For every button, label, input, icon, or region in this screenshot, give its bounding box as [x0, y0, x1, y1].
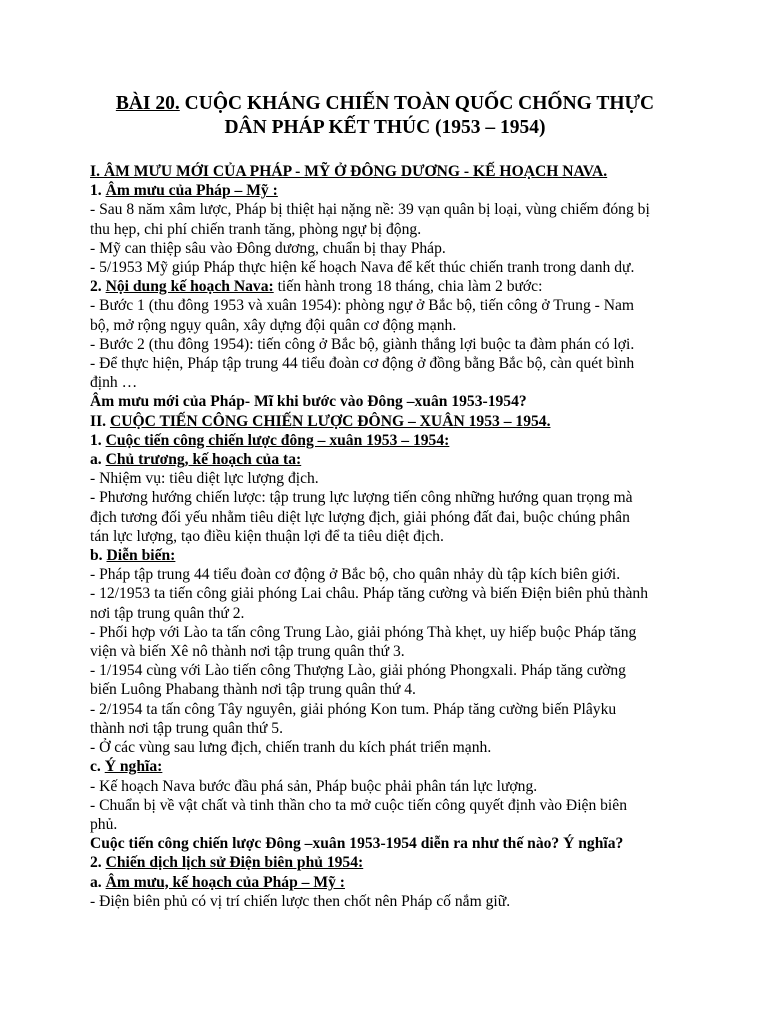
paragraph-line: - Bước 1 (thu đông 1953 và xuân 1954): phòng ngự ở Bắc bộ, tiến công ở Trung - Nam: [90, 297, 635, 315]
sub-number: 2.: [90, 278, 106, 296]
paragraph-line: thu hẹp, chi phí chiến tranh tăng, phòng ngự bị động.: [90, 220, 422, 238]
paragraph-line: - Phối hợp với Lào ta tấn công Trung Lào, giải phóng Thà khẹt, uy hiếp buộc Pháp tăng: [90, 623, 637, 641]
paragraph-line: - 2/1954 ta tấn công Tây nguyên, giải phóng Kon tum. Pháp tăng cường biến Plâyku: [90, 700, 617, 718]
sub-text: tiến hành trong 18 tháng, chia làm 2 bước:: [273, 278, 543, 296]
sub-title: Âm mưu của Pháp – Mỹ :: [105, 182, 278, 200]
paragraph-line: - Pháp tập trung 44 tiểu đoàn cơ động ở Bắc bộ, cho quân nhảy dù tập kích biên giới.: [90, 566, 621, 584]
section-1-sub-2: [90, 277, 680, 296]
paragraph-line: - Bước 2 (thu đông 1954): tiến công ở Bắc bộ, giành thắng lợi buộc ta đàm phán có lợi.: [90, 335, 635, 353]
paragraph-line: - Kế hoạch Nava bước đầu phá sản, Pháp buộc phải phân tán lực lượng.: [90, 777, 538, 795]
sub-title: Chủ trương, kế hoạch của ta:: [105, 451, 302, 469]
sub-title: Diễn biến:: [106, 547, 176, 565]
title-line-2: DÂN PHÁP KẾT THÚC (1953 – 1954): [224, 117, 546, 138]
sub-letter: a.: [90, 451, 106, 469]
sub-title: Chiến dịch lịch sử Điện biên phủ 1954:: [105, 854, 364, 872]
paragraph-line: - Để thực hiện, Pháp tập trung 44 tiểu đoàn cơ động ở đồng bằng Bắc bộ, càn quét bình: [90, 355, 635, 373]
sub-letter: c.: [90, 758, 105, 776]
paragraph-line: định …: [90, 374, 138, 392]
heading-text: CUỘC TIẾN CÔNG CHIẾN LƯỢC ĐÔNG – XUÂN 1953 – 1954.: [109, 412, 551, 430]
page-title: [90, 92, 680, 140]
section-2-sub-c: [90, 757, 680, 776]
lesson-number: BÀI 20.: [115, 93, 180, 114]
sub-number: 2.: [90, 854, 106, 872]
title-text-1: CUỘC KHÁNG CHIẾN TOÀN QUỐC CHỐNG THỰC: [179, 93, 655, 114]
paragraph-line: nơi tập trung quân thứ 2.: [90, 604, 245, 622]
sub-letter: a.: [90, 873, 106, 891]
sub-title: Ý nghĩa:: [104, 758, 163, 776]
paragraph-line: - 12/1953 ta tiến công giải phóng Lai châu. Pháp tăng cường và biến Điện biên phủ thành: [90, 585, 649, 603]
section-2-sub-a2: [90, 873, 680, 892]
paragraph-line: - Nhiệm vụ: tiêu diệt lực lượng địch.: [90, 470, 319, 488]
sub-number: 1.: [90, 431, 106, 449]
paragraph-line: phủ.: [90, 815, 118, 833]
title-line-1: [90, 92, 680, 116]
paragraph-line: địch tương đối yếu nhằm tiêu diệt lực lượng địch, giải phóng đất đai, buộc chúng phân: [90, 508, 630, 526]
paragraph-line: - Sau 8 năm xâm lược, Pháp bị thiệt hại nặng nề: 39 vạn quân bị loại, vùng chiếm đóng bị: [90, 201, 650, 219]
section-2-sub-1: [90, 431, 680, 450]
paragraph-line: tán lực lượng, tạo điều kiện thuận lợi để ta tiêu diệt địch.: [90, 527, 444, 545]
section-2-heading: [90, 412, 680, 431]
section-2-sub-b: [90, 546, 680, 565]
paragraph-line: - Mỹ can thiệp sâu vào Đông dương, chuẩn bị thay Pháp.: [90, 239, 446, 257]
sub-number: 1.: [90, 182, 106, 200]
paragraph-line: thành nơi tập trung quân thứ 5.: [90, 719, 283, 737]
section-2-sub-a: [90, 450, 680, 469]
paragraph-line: viện và biến Xê nô thành nơi tập trung quân thứ 3.: [90, 643, 405, 661]
section-2-sub-2: [90, 853, 680, 872]
sub-title: Âm mưu, kế hoạch của Pháp – Mỹ :: [105, 873, 345, 891]
paragraph-line: - 1/1954 cùng với Lào tiến công Thượng Lào, giải phóng Phongxali. Pháp tăng cường: [90, 662, 626, 680]
sub-letter: b.: [90, 547, 107, 565]
paragraph-line: - Điện biên phủ có vị trí chiến lược then chốt nên Pháp cố nắm giữ.: [90, 892, 511, 910]
paragraph-line: - Phương hướng chiến lược: tập trung lực lượng tiến công những hướng quan trọng mà: [90, 489, 633, 507]
paragraph-line: - Ở các vùng sau lưng địch, chiến tranh du kích phát triển mạnh.: [90, 739, 492, 757]
heading-prefix: II.: [90, 412, 110, 430]
paragraph-line: - Chuẩn bị về vật chất và tinh thần cho ta mở cuộc tiến công quyết định vào Điện biên: [90, 796, 627, 814]
paragraph-line: - 5/1953 Mỹ giúp Pháp thực hiện kế hoạch Nava để kết thúc chiến tranh trong danh dự.: [90, 259, 635, 277]
question-1: Âm mưu mới của Pháp- Mĩ khi bước vào Đông –xuân 1953-1954?: [90, 393, 527, 411]
sub-title: Nội dung kế hoạch Nava:: [105, 278, 274, 296]
section-1-heading: I. ÂM MƯU MỚI CỦA PHÁP - MỸ Ở ĐÔNG DƯƠNG - KẾ HOẠCH NAVA.: [90, 163, 608, 180]
section-1-sub-1: [90, 181, 680, 200]
paragraph-line: bộ, mở rộng ngụy quân, xây dựng đội quân cơ động mạnh.: [90, 316, 457, 334]
paragraph-line: biến Luông Phabang thành nơi tập trung quân thứ 4.: [90, 681, 416, 699]
question-2: Cuộc tiến công chiến lược Đông –xuân 1953-1954 diễn ra như thế nào? Ý nghĩa?: [90, 835, 624, 853]
sub-title: Cuộc tiến công chiến lược đông – xuân 1953 – 1954:: [105, 431, 450, 449]
